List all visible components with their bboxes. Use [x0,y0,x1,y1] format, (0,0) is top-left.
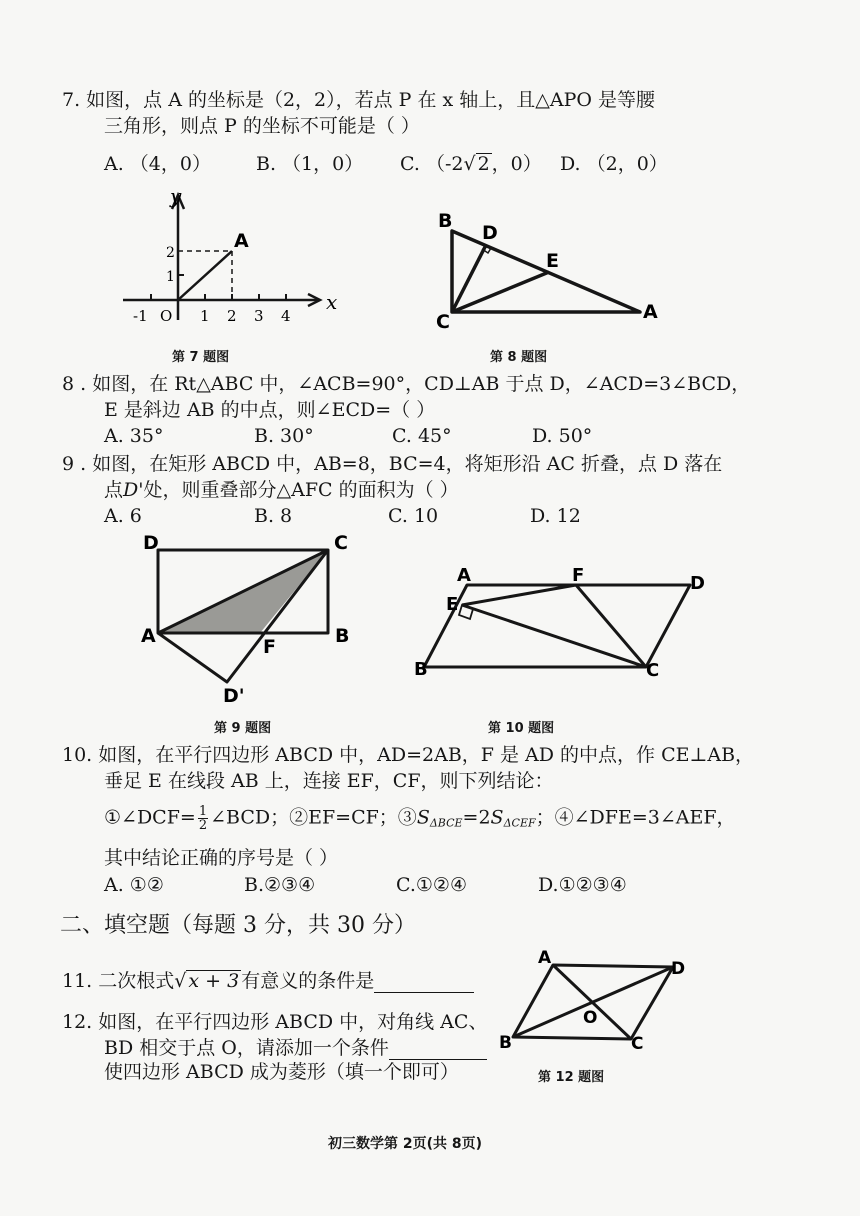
q7-line1: 7. 如图，点 A 的坐标是（2，2），若点 P 在 x 轴上，且△APO 是等腰 [62,89,656,111]
section-2-title: 二、填空题（每题 3 分，共 30 分） [60,913,416,938]
q8-option-b: B. 30° [254,425,314,447]
q12-label-b: B [499,1033,512,1053]
q9-option-b: B. 8 [254,505,293,527]
q10-label-b: B [414,659,428,680]
q7-x-axis-label: x [326,290,338,314]
q7-ytick-1: 1 [166,269,175,285]
q9-label-f: F [263,636,276,658]
q7-origin-label: O [160,307,173,325]
q10-label-c: C [646,660,660,681]
q8-option-d: D. 50° [532,425,593,447]
q9-label-d: D [143,532,159,554]
q7-caption: 第 7 题图 [172,350,230,365]
q7-line2: 三角形，则点 P 的坐标不可能是（ ） [104,115,420,137]
q10-line4: 其中结论正确的序号是（ ） [104,847,339,869]
q7-ytick-2: 2 [166,245,175,261]
q7-option-d: D. （2，0） [560,153,668,175]
q10-line1: 10. 如图，在平行四边形 ABCD 中，AD=2AB，F 是 AD 的中点，作 CE⊥AB， [62,744,755,766]
q10-label-f: F [572,565,585,586]
q9-line2: 点D'处，则重叠部分△AFC 的面积为（ ） [104,479,459,501]
page-footer: 初三数学第 2页(共 8页) [328,1136,483,1152]
q10-option-d: D.①②③④ [538,874,627,896]
q7-point-a-label: A [234,230,249,252]
q10-option-a: A. ①② [104,874,164,896]
q9-figure [135,530,375,710]
q8-option-a: A. 35° [104,425,164,447]
q12-label-a: A [538,948,552,968]
q9-line1: 9 . 如图，在矩形 ABCD 中，AB=8，BC=4，将矩形沿 AC 折叠，点 D 落在 [62,453,723,475]
q8-label-e: E [546,250,559,272]
q10-fraction: $\frac{1}{2}$ [198,804,208,833]
q12-line1: 12. 如图，在平行四边形 ABCD 中，对角线 AC、 [62,1011,488,1033]
q12-label-d: D [671,959,686,979]
q10-option-c: C.①②④ [396,874,467,896]
q11-answer-blank[interactable] [374,972,474,993]
q8-caption: 第 8 题图 [490,350,548,365]
q7-figure [118,185,348,340]
q9-option-a: A. 6 [104,505,142,527]
q12-label-o: O [583,1008,598,1028]
q7-y-axis-label: y [170,184,182,208]
q8-line2: E 是斜边 AB 的中点，则∠ECD=（ ） [104,399,436,421]
q10-label-a: A [457,565,471,586]
q9-option-d: D. 12 [530,505,581,527]
q9-label-a: A [141,625,156,647]
q8-line1: 8 . 如图，在 Rt△ABC 中，∠ACB=90°，CD⊥AB 于点 D，∠ACD=3∠BCD， [62,373,751,395]
q9-label-c: C [334,532,348,554]
q10-statements: ①∠DCF= $\frac{1}{2}$ ∠BCD；②EF=CF；$③S_{\Delta BCE}=2S_{\Delta CEF}$；④∠DFE=3∠AEF， [104,804,736,833]
q12-answer-blank[interactable] [389,1039,487,1060]
q12-line3: 使四边形 ABCD 成为菱形（填一个即可） [104,1061,459,1083]
q9-label-b: B [335,625,350,647]
q9-label-d-prime: D' [223,685,245,707]
q8-option-c: C. 45° [392,425,452,447]
q12-figure [495,945,695,1060]
q7-xtick-2: 2 [227,307,237,325]
q8-label-b: B [438,210,453,232]
q8-label-d: D [482,222,498,244]
q11-line: 11. 二次根式√ x + 3 有意义的条件是 [62,969,474,993]
q7-option-c: C. （-2√ 2 ，0） [400,153,542,175]
q8-label-c: C [436,311,450,333]
q10-label-e: E [446,594,459,615]
q12-line2: BD 相交于点 O，请添加一个条件 [104,1036,487,1060]
q10-figure [410,565,720,680]
q7-option-b: B. （1，0） [256,153,364,175]
q7-option-a: A. （4，0） [104,153,211,175]
q10-caption: 第 10 题图 [488,721,555,736]
q7-xtick-4: 4 [281,307,291,325]
q9-option-c: C. 10 [388,505,439,527]
q7-xtick-neg1: -1 [133,307,148,325]
q8-label-a: A [643,301,658,323]
q7-xtick-1: 1 [200,307,210,325]
q12-label-c: C [631,1034,644,1054]
q8-figure [430,205,670,335]
q10-line2: 垂足 E 在线段 AB 上，连接 EF，CF，则下列结论： [104,770,554,792]
q10-option-b: B.②③④ [244,874,316,896]
q10-label-d: D [690,573,705,594]
q12-caption: 第 12 题图 [538,1070,605,1085]
q7-xtick-3: 3 [254,307,264,325]
q9-caption: 第 9 题图 [214,721,272,736]
